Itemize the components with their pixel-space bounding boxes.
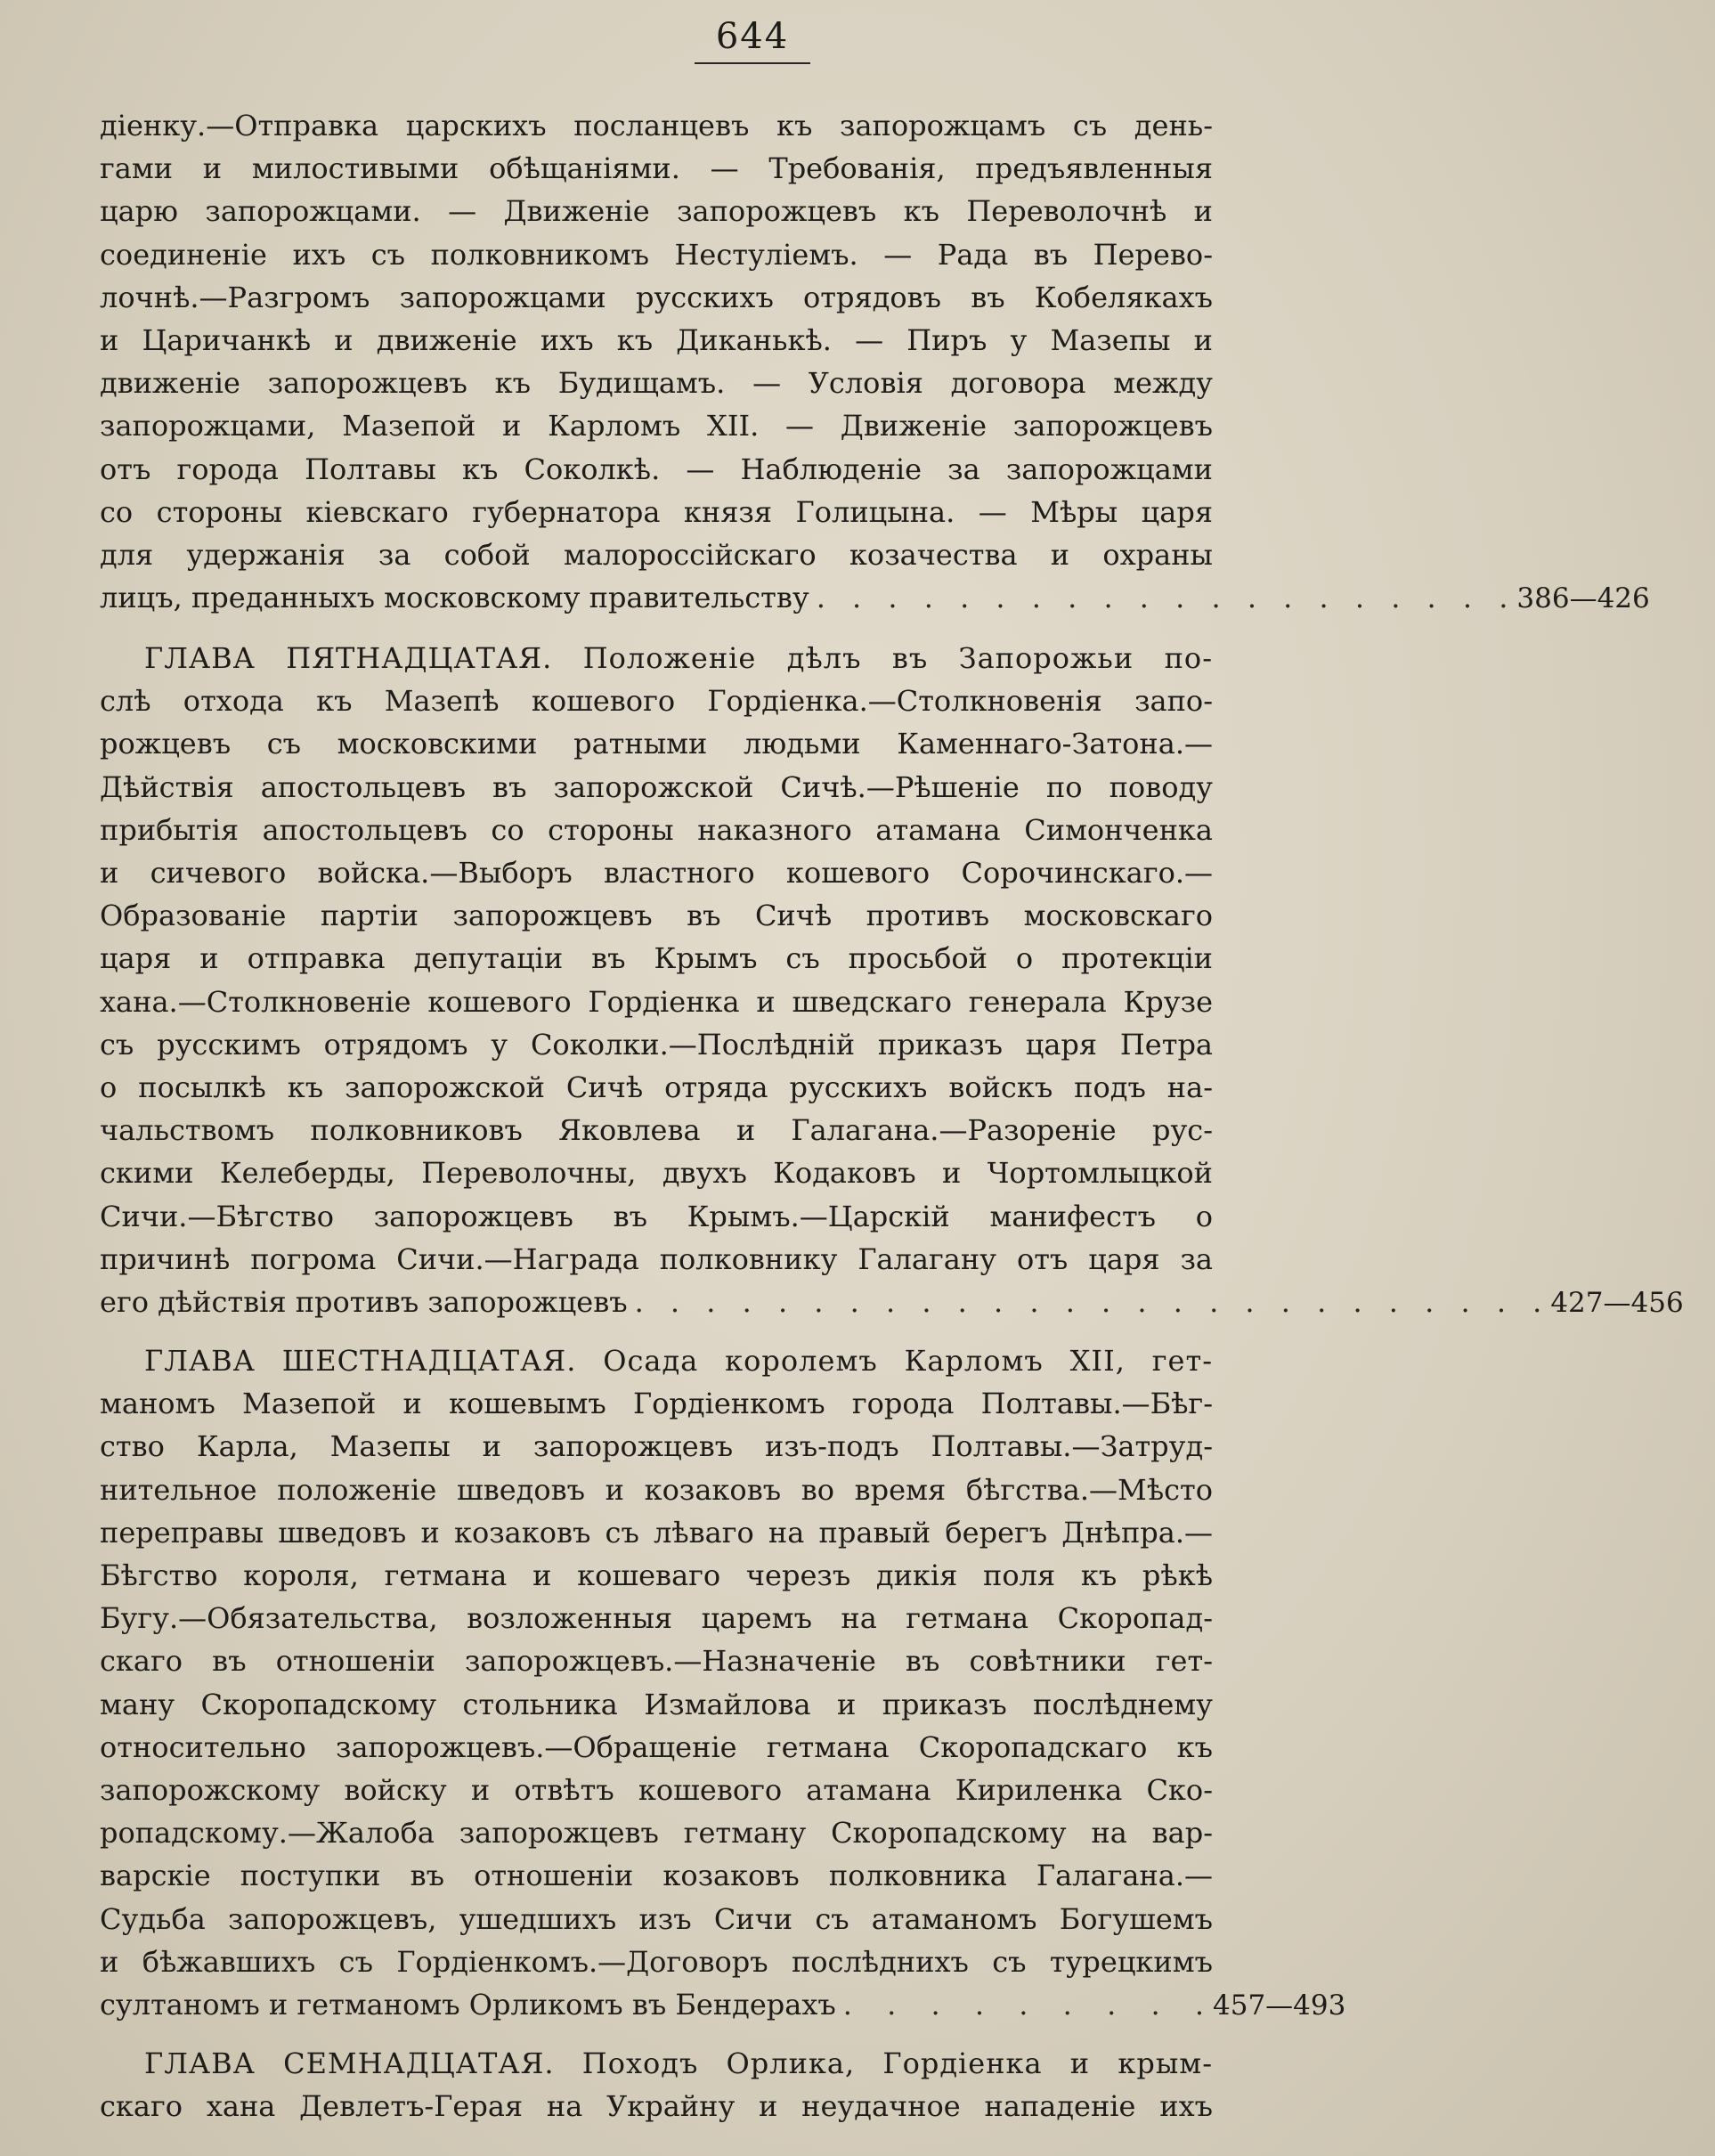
toc-final-line [100,1281,1684,1324]
page-range: 427—456 [1550,1287,1684,1320]
text-line: прибытія апостольцевъ со стороны наказного атамана Симонченка [100,812,1213,847]
text-line: Судьба запорожцевъ, ушедшихъ изъ Сичи съ атаманомъ Богушемъ [100,1901,1213,1936]
text-line: его дѣйствія противъ запорожцевъ [100,1285,628,1320]
toc-final-line [100,1983,1346,2027]
text-line: и сичевого войска.—Выборъ властного кошевого Сорочинскаго.— [100,856,1213,891]
text-line: діенку.—Отправка царскихъ посланцевъ къ запорожцамъ съ день- [100,109,1213,142]
text-line: лицъ, преданныхъ московскому правительству [100,581,809,615]
text-line: со стороны кіевскаго губернатора князя Голицына. — Мѣры царя [100,494,1213,529]
text-line: и бѣжавшихъ съ Гордіенкомъ.—Договоръ послѣднихъ съ турецкимъ [100,1944,1213,1979]
text-line: отъ города Полтавы къ Соколкѣ. — Наблюденіе за запорожцами [100,452,1213,486]
text-line: лочнѣ.—Разгромъ запорожцами русскихъ отрядовъ въ Кобелякахъ [100,280,1213,314]
toc-final-line [100,576,1650,620]
chapter-heading-line: ГЛАВА СЕМНАДЦАТАЯ. Походъ Орлика, Гордіенка и крым- [144,2046,1213,2080]
text-line: чальствомъ полковниковъ Яковлева и Галагана.—Разореніе рус- [100,1113,1213,1148]
page-range: 457—493 [1213,1989,1346,2022]
text-line: слѣ отхода къ Мазепѣ кошевого Гордіенка.—Столкновенія запо- [100,684,1213,719]
leader-dots: . . . . . . . . . . . . . . . . . . . . [816,581,1517,615]
text-line: скаго въ отношеніи запорожцевъ.—Назначеніе въ совѣтники гет- [100,1644,1213,1679]
text-line: относительно запорожцевъ.—Обращеніе гетмана Скоропадскаго къ [100,1729,1213,1764]
toc-entry-chapter-16 [100,1339,1346,2027]
text-line: гами и милостивыми обѣщаніями. — Требованія, предъявленныя [100,151,1213,186]
chapter-heading-line: ГЛАВА ПЯТНАДЦАТАЯ. Положеніе дѣлъ въ Запорожьи по- [144,641,1213,675]
toc-entry-chapter-14-continued [100,104,1650,620]
text-line: причинѣ погрома Сичи.—Награда полковнику Галагану отъ царя за [100,1241,1213,1276]
text-line: движеніе запорожцевъ къ Будищамъ. — Условія договора между [100,366,1213,401]
text-line: Образованіе партіи запорожцевъ въ Сичѣ противъ московскаго [100,899,1213,933]
toc-entry-chapter-17 [100,2042,1213,2128]
text-line: ропадскому.—Жалоба запорожцевъ гетману Скоропадскому на вар- [100,1816,1213,1851]
text-line: запорожскому войску и отвѣтъ кошевого атамана Кириленка Ско- [100,1773,1213,1808]
text-line: Дѣйствія апостольцевъ въ запорожской Сичѣ.—Рѣшеніе по поводу [100,769,1213,804]
text-line: нительное положеніе шведовъ и козаковъ во время бѣгства.—Мѣсто [100,1472,1213,1507]
text-line: Сичи.—Бѣгство запорожцевъ въ Крымъ.—Царскій манифестъ о [100,1199,1213,1233]
text-line: рожцевъ съ московскими ратными людьми Каменнаго-Затона.— [100,727,1213,761]
text-line: и Царичанкѣ и движеніе ихъ къ Диканькѣ. — Пиръ у Мазепы и [100,323,1213,358]
text-line: скими Келеберды, Переволочны, двухъ Кодаковъ и Чортомлыцкой [100,1156,1213,1191]
chapter-heading-line: ГЛАВА ШЕСТНАДЦАТАЯ. Осада королемъ Карломъ XII, гет- [144,1344,1213,1378]
text-line: маномъ Мазепой и кошевымъ Гордіенкомъ города Полтавы.—Бѣг- [100,1387,1213,1421]
text-line: ману Скоропадскому стольника Измайлова и приказъ послѣднему [100,1687,1213,1721]
text-line: царя и отправка депутаціи въ Крымъ съ просьбой о протекціи [100,941,1213,976]
text-line: ство Карла, Мазепы и запорожцевъ изъ-подъ Полтавы.—Затруд- [100,1429,1213,1464]
text-line: соединеніе ихъ съ полковникомъ Нестуліемъ. — Рада въ Перево- [100,237,1213,272]
text-line: варскіе поступки въ отношеніи козаковъ полковника Галагана.— [100,1859,1213,1893]
text-line: Бугу.—Обязательства, возложенныя царемъ на гетмана Скоропад- [100,1601,1213,1636]
text-line: султаномъ и гетманомъ Орликомъ въ Бендерахъ [100,1988,836,2022]
text-line: Бѣгство короля, гетмана и кошеваго черезъ дикія поля къ рѣкѣ [100,1558,1213,1593]
text-line: хана.—Столкновеніе кошевого Гордіенка и шведскаго генерала Крузе [100,984,1213,1019]
text-line: скаго хана Девлетъ-Герая на Украйну и неудачное нападеніе ихъ [100,2089,1213,2124]
page-number: 644 [695,16,810,64]
text-line: для удержанія за собой малороссійскаго козачества и охраны [100,538,1213,573]
leader-dots: . . . . . . . . . . . . . . . . . . . . . . . . . . [634,1285,1551,1320]
text-line: съ русскимъ отрядомъ у Соколки.—Послѣдній приказъ царя Петра [100,1027,1213,1062]
text-line: запорожцами, Мазепой и Карломъ XII. — Движеніе запорожцевъ [100,409,1213,443]
page-range: 386—426 [1516,582,1650,615]
leader-dots: . . . . . . . . . [842,1988,1213,2022]
text-line: переправы шведовъ и козаковъ съ лѣваго на правый берегъ Днѣпра.— [100,1515,1213,1550]
text-line: о посылкѣ къ запорожской Сичѣ отряда русскихъ войскъ подъ на- [100,1070,1213,1105]
text-line: царю запорожцами. — Движеніе запорожцевъ къ Переволочнѣ и [100,194,1213,229]
toc-entry-chapter-15 [100,637,1684,1324]
